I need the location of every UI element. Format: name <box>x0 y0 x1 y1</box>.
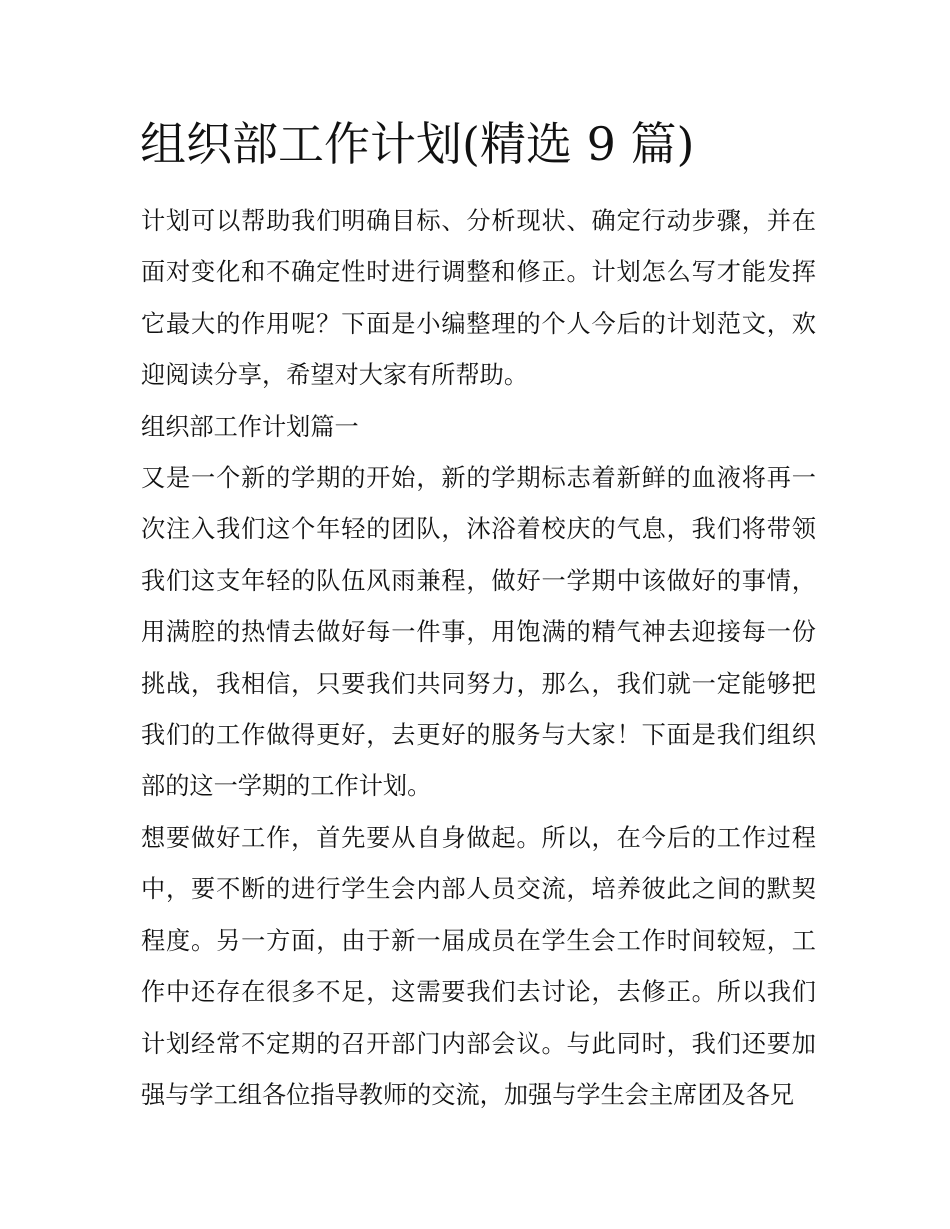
intro-paragraph: 计划可以帮助我们明确目标、分析现状、确定行动步骤，并在面对变化和不确定性时进行调整和修正。计划怎么写才能发挥它最大的作用呢？下面是小编整理的个人今后的计划范文，欢迎阅读分享，希望对大家有所帮助。 <box>141 207 816 390</box>
document-body <box>141 196 816 1121</box>
section-heading: 组织部工作计划篇一 <box>141 412 359 441</box>
body-paragraph-2: 想要做好工作，首先要从自身做起。所以，在今后的工作过程中，要不断的进行学生会内部人员交流，培养彼此之间的默契程度。另一方面，由于新一届成员在学生会工作时间较短，工作中还存在很多不足，这需要我们去讨论，去修正。所以我们计划经常不定期的召开部门内部会议。与此同时，我们还要加强与学工组各位指导教师的交流，加强与学生会主席团及各兄 <box>141 823 816 1109</box>
document-title: 组织部工作计划(精选 9 篇) <box>140 117 695 171</box>
body-paragraph-1: 又是一个新的学期的开始，新的学期标志着新鲜的血液将再一次注入我们这个年轻的团队，沐浴着校庆的气息，我们将带领我们这支年轻的队伍风雨兼程，做好一学期中该做好的事情，用满腔的热情去做好每一件事，用饱满的精气神去迎接每一份挑战，我相信，只要我们共同努力，那么，我们就一定能够把我们的工作做得更好，去更好的服务与大家！下面是我们组织部的这一学期的工作计划。 <box>141 464 816 801</box>
